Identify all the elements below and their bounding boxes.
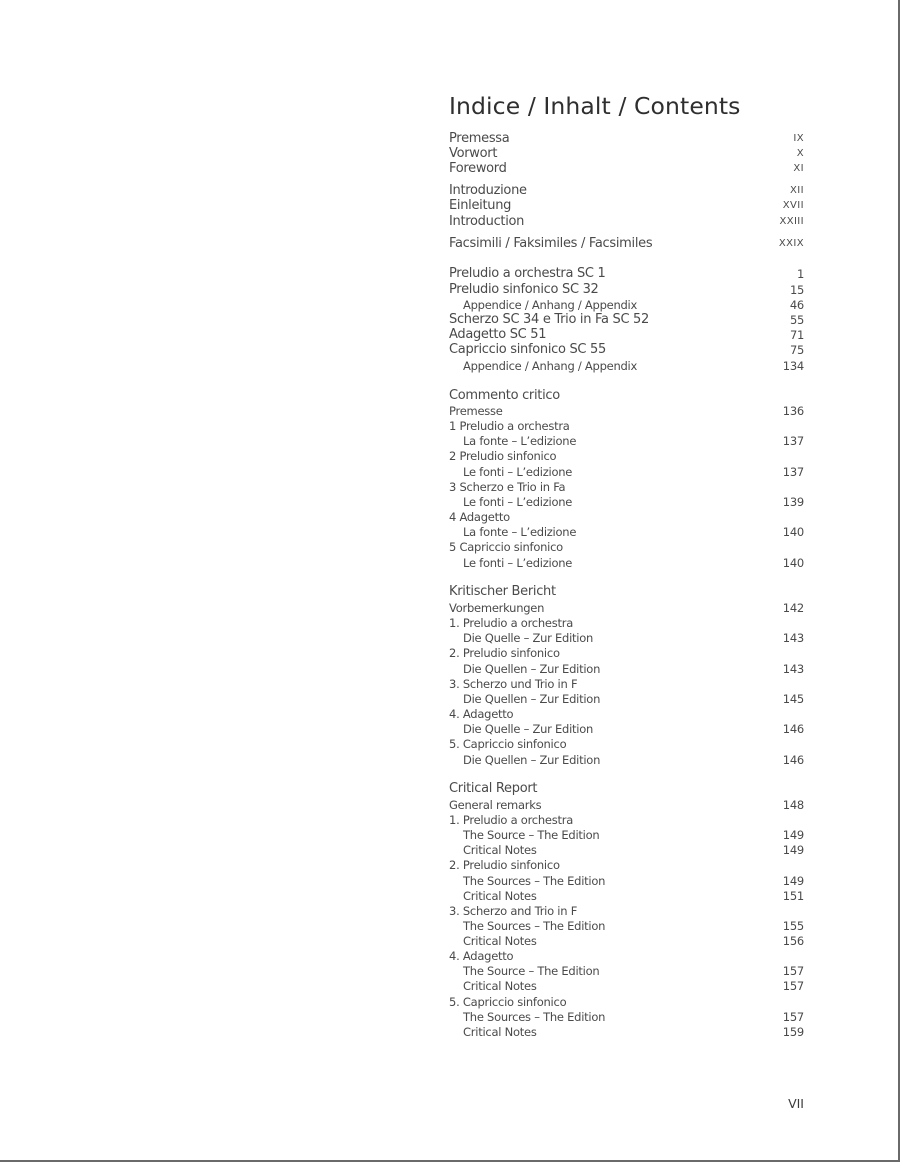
- toc-entry-label: Vorbemerkungen: [449, 601, 545, 615]
- toc-entry[interactable]: [449, 403, 804, 419]
- toc-entry[interactable]: [449, 146, 804, 162]
- toc-entry-label: Introduction: [449, 214, 525, 229]
- toc-entry[interactable]: [449, 994, 804, 1010]
- toc-entry-page: IX: [793, 133, 804, 144]
- toc-entry[interactable]: [449, 615, 804, 631]
- toc-entry-label: Le fonti – L’edizione: [463, 556, 573, 570]
- toc-entry-label: Appendice / Anhang / Appendix: [463, 359, 638, 373]
- toc-entry-page: 149: [782, 843, 804, 857]
- toc-entry[interactable]: [449, 312, 804, 328]
- section-heading: [449, 388, 804, 404]
- toc-entry-label: Appendice / Anhang / Appendix: [463, 298, 638, 312]
- toc-entry-label: Foreword: [449, 161, 507, 176]
- toc-entry-label: Die Quellen – Zur Edition: [463, 662, 601, 676]
- toc-entry[interactable]: [449, 645, 804, 661]
- toc-entry[interactable]: [449, 918, 804, 934]
- toc-entry[interactable]: [449, 1009, 804, 1025]
- toc-entry-label: Critical Notes: [463, 889, 537, 903]
- toc-entry-page: 136: [782, 404, 804, 418]
- toc-entry-label: 1. Preludio a orchestra: [449, 616, 574, 630]
- toc-entry[interactable]: [449, 948, 804, 964]
- toc-entry[interactable]: [449, 903, 804, 919]
- toc-entry-label: 4. Adagetto: [449, 949, 514, 963]
- toc-entry-page: 75: [789, 343, 804, 357]
- toc-entry-page: XVII: [782, 200, 804, 211]
- toc-entry-page: 159: [782, 1025, 804, 1039]
- toc-entry-label: 2 Preludio sinfonico: [449, 449, 557, 463]
- toc-entry-page: 134: [782, 359, 804, 373]
- toc-entry[interactable]: [449, 297, 804, 313]
- toc-entry-label: Preludio a orchestra SC 1: [449, 266, 606, 281]
- toc-entry[interactable]: [449, 161, 804, 177]
- toc-entry-label: 5 Capriccio sinfonico: [449, 540, 563, 554]
- toc-entry-label: Scherzo SC 34 e Trio in Fa SC 52: [449, 312, 649, 327]
- toc-entry-label: Premessa: [449, 131, 510, 146]
- toc-entry[interactable]: [449, 963, 804, 979]
- toc-entry-label: 4 Adagetto: [449, 510, 510, 524]
- toc-entry[interactable]: [449, 524, 804, 540]
- toc-entry[interactable]: [449, 342, 804, 358]
- toc-entry[interactable]: [449, 433, 804, 449]
- toc-entry-page: 157: [782, 979, 804, 993]
- toc-entry[interactable]: [449, 509, 804, 525]
- toc-entry[interactable]: [449, 842, 804, 858]
- toc-entry-page: XXIX: [778, 238, 804, 249]
- toc-entry-page: 55: [789, 313, 804, 327]
- toc-entry-label: Critical Notes: [463, 1025, 537, 1039]
- toc-entry-page: 155: [782, 919, 804, 933]
- toc-entry[interactable]: [449, 827, 804, 843]
- toc-entry[interactable]: [449, 282, 804, 298]
- toc-entry-page: 151: [782, 889, 804, 903]
- toc-entry-page: 157: [782, 1010, 804, 1024]
- toc-entry-page: X: [796, 148, 804, 159]
- toc-entry-label: Critical Notes: [463, 934, 537, 948]
- toc-entry[interactable]: [449, 812, 804, 828]
- toc-entry-page: 146: [782, 722, 804, 736]
- toc-entry-label: 5. Capriccio sinfonico: [449, 995, 567, 1009]
- toc-entry-page: 156: [782, 934, 804, 948]
- toc-entry[interactable]: [449, 479, 804, 495]
- toc-entry-page: 71: [789, 328, 804, 342]
- toc-entry-page: 1: [796, 267, 804, 281]
- toc-entry-label: The Sources – The Edition: [463, 919, 606, 933]
- toc-entry-label: The Source – The Edition: [463, 964, 600, 978]
- toc-entry[interactable]: [449, 857, 804, 873]
- toc-entry-label: Capriccio sinfonico SC 55: [449, 342, 606, 357]
- toc-entry[interactable]: [449, 555, 804, 571]
- toc-entry[interactable]: [449, 736, 804, 752]
- toc-entry[interactable]: [449, 630, 804, 646]
- toc-entry-page: XII: [790, 185, 804, 196]
- toc-entry-page: 139: [782, 495, 804, 509]
- toc-entry-page: XI: [793, 163, 804, 174]
- toc-entry[interactable]: [449, 600, 804, 616]
- toc-entry-page: XXIII: [779, 216, 804, 227]
- toc-entry[interactable]: [449, 676, 804, 692]
- toc-entry[interactable]: [449, 183, 804, 199]
- section-heading: [449, 584, 804, 600]
- toc-entry-label: 5. Capriccio sinfonico: [449, 737, 567, 751]
- section-heading-label: Kritischer Bericht: [449, 584, 556, 599]
- toc-entry[interactable]: [449, 236, 804, 252]
- toc-entry-page: 140: [782, 525, 804, 539]
- section-heading-label: Critical Report: [449, 781, 538, 796]
- section-heading-label: Commento critico: [449, 388, 560, 403]
- toc-entry[interactable]: [449, 131, 804, 147]
- toc-entry[interactable]: [449, 797, 804, 813]
- toc-entry-label: 3 Scherzo e Trio in Fa: [449, 480, 566, 494]
- toc-entry-page: 140: [782, 556, 804, 570]
- toc-entry[interactable]: [449, 494, 804, 510]
- toc-entry-page: 145: [782, 692, 804, 706]
- toc-entry-label: Die Quelle – Zur Edition: [463, 631, 594, 645]
- toc-entry[interactable]: [449, 327, 804, 343]
- toc-entry[interactable]: [449, 266, 804, 282]
- toc-entry[interactable]: [449, 464, 804, 480]
- toc-entry[interactable]: [449, 358, 804, 374]
- toc-entry-label: Le fonti – L’edizione: [463, 465, 573, 479]
- toc-entry-label: Le fonti – L’edizione: [463, 495, 573, 509]
- toc-entry-label: 1. Preludio a orchestra: [449, 813, 574, 827]
- toc-entry[interactable]: [449, 661, 804, 677]
- toc-entry-label: Adagetto SC 51: [449, 327, 547, 342]
- toc-entry-page: 46: [789, 298, 804, 312]
- toc-entry[interactable]: [449, 752, 804, 768]
- toc-entry[interactable]: [449, 1024, 804, 1040]
- toc-entry[interactable]: [449, 978, 804, 994]
- toc-entry-page: 149: [782, 828, 804, 842]
- toc-entry-label: 4. Adagetto: [449, 707, 514, 721]
- toc-entry-page: 137: [782, 434, 804, 448]
- toc-entry[interactable]: [449, 448, 804, 464]
- toc-entry-page: 142: [782, 601, 804, 615]
- toc-entry[interactable]: [449, 691, 804, 707]
- toc-entry-label: The Source – The Edition: [463, 828, 600, 842]
- toc-entry-label: The Sources – The Edition: [463, 874, 606, 888]
- toc-entry-label: 2. Preludio sinfonico: [449, 858, 560, 872]
- toc-entry[interactable]: [449, 888, 804, 904]
- toc-entry[interactable]: [449, 198, 804, 214]
- toc-entry[interactable]: [449, 721, 804, 737]
- toc-entry-label: Die Quelle – Zur Edition: [463, 722, 594, 736]
- toc-entry-page: 143: [782, 662, 804, 676]
- toc-entry[interactable]: [449, 214, 804, 230]
- toc-entry-label: Vorwort: [449, 146, 498, 161]
- toc-entry[interactable]: [449, 418, 804, 434]
- toc-entry-label: 3. Scherzo und Trio in F: [449, 677, 578, 691]
- toc-entry-page: 148: [782, 798, 804, 812]
- toc-entry-page: 143: [782, 631, 804, 645]
- toc-entry-label: General remarks: [449, 798, 542, 812]
- toc-entry-label: 3. Scherzo and Trio in F: [449, 904, 578, 918]
- toc-entry[interactable]: [449, 706, 804, 722]
- toc-entry-label: Preludio sinfonico SC 32: [449, 282, 599, 297]
- section-heading: [449, 781, 804, 797]
- toc-entry-label: The Sources – The Edition: [463, 1010, 606, 1024]
- toc-entry-label: Introduzione: [449, 183, 527, 198]
- toc-entry-label: Die Quellen – Zur Edition: [463, 692, 601, 706]
- page-title: Indice / Inhalt / Contents: [449, 92, 741, 120]
- toc-entry-label: Die Quellen – Zur Edition: [463, 753, 601, 767]
- toc-entry-label: Einleitung: [449, 198, 512, 213]
- toc-entry-page: 146: [782, 753, 804, 767]
- toc-entry-page: 149: [782, 874, 804, 888]
- toc-entry-page: 157: [782, 964, 804, 978]
- toc-entry-label: Premesse: [449, 404, 503, 418]
- toc-entry-page: 137: [782, 465, 804, 479]
- page-number: VII: [788, 1096, 804, 1111]
- toc-entry-label: Critical Notes: [463, 979, 537, 993]
- toc-entry-page: 15: [789, 283, 804, 297]
- toc-entry-label: Facsimili / Faksimiles / Facsimiles: [449, 236, 653, 251]
- toc-entry-label: 2. Preludio sinfonico: [449, 646, 560, 660]
- toc-entry-label: 1 Preludio a orchestra: [449, 419, 570, 433]
- toc-entry[interactable]: [449, 933, 804, 949]
- toc-entry[interactable]: [449, 539, 804, 555]
- toc-entry[interactable]: [449, 873, 804, 889]
- toc-entry-label: La fonte – L’edizione: [463, 434, 577, 448]
- toc-entry-label: La fonte – L’edizione: [463, 525, 577, 539]
- toc-entry-label: Critical Notes: [463, 843, 537, 857]
